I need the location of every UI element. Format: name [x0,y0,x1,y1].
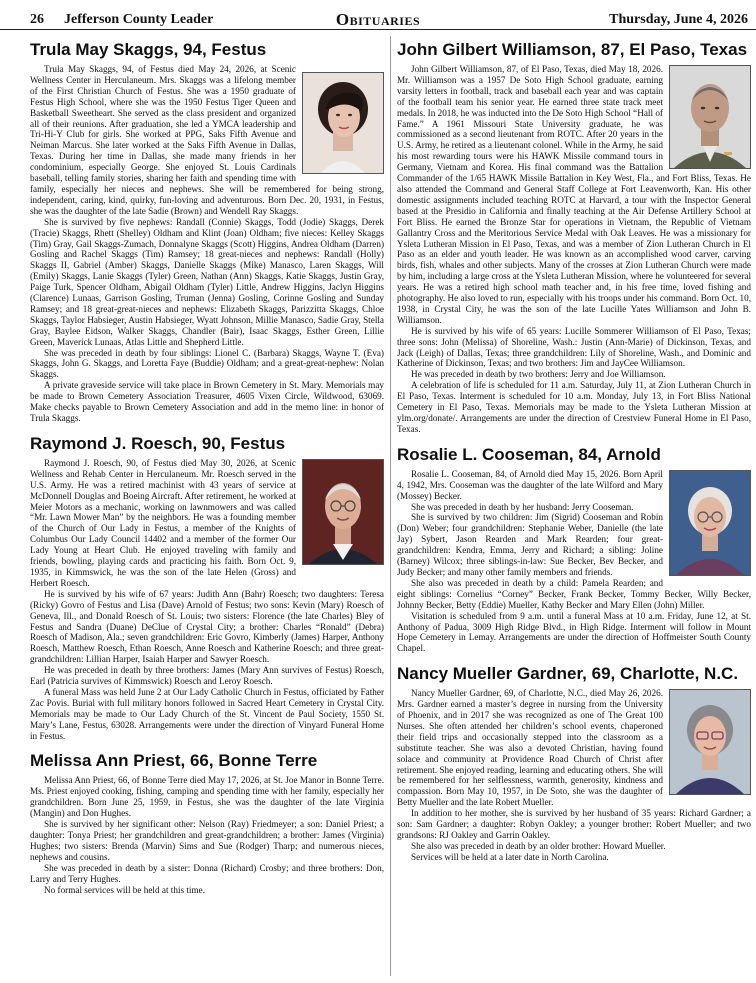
obituary-paragraph: She also was preceded in death by an older brother: Howard Mueller. [411,840,666,851]
obituary-trula-skaggs [30,36,384,424]
obituary-paragraph: No formal services will be held at this time. [44,884,205,895]
column-divider [390,36,391,976]
obituary-melissa-priest [30,747,384,895]
obituary-paragraph: He was preceded in death by three brothers: James (Mary Ann survives of Festus) Roesch, Earl (Patricia survives of Kimmswick) Roesch and Leroy Roesch. [30,665,384,687]
obituary-paragraph: She is survived by two children: Jim (Sigrid) Cooseman and Robin (Don) Weber; four grandchildren: Stephanie Weber, Danielle (the late Jay) Sybert, Jason Rearden and Mark Rearden; four great-grandchildren: Kendra, Emma, Jerry and Richard; a sibling: Joline (Barney) Wilcox; three siblings-in-law: Sue Becker, Bev Becker, and Judy Becker; and many other family members and friends. [397,512,663,577]
obituary-headline: John Gilbert Williamson, 87, El Paso, Texas [397,40,748,59]
woman-glasses-portrait-icon [669,689,751,795]
obituary-nancy-gardner [397,660,751,863]
page-header [0,0,756,30]
obituary-paragraph: He was preceded in death by two brothers: Jerry and Joe Williamson. [411,369,666,380]
woman-portrait-icon [302,72,384,174]
obituary-paragraph: She was preceded in death by four siblings: Lionel C. (Barbara) Skaggs, Wayne T. (Eva) Skaggs, John G. Skaggs, and Loretta Faye (Buddie) Oldham; and a great-great-nephew: Nolan Skaggs. [30,347,384,380]
obituary-paragraph: A celebration of life is scheduled for 11 a.m. Saturday, July 11, at Zion Lutheran Church in El Paso, Texas. Interment is scheduled for 10 a.m. Monday, July 13, in Fort Bliss National Cemetery in El Paso, Texas. Memorials may be made to the Ysleta Lutheran Mission at ylm.org/donate/. Arrangements are under the direction of Crestview Funeral Home in El Paso, Texas. [397,380,751,434]
obituary-paragraph: Rosalie L. Cooseman, 84, of Arnold died May 15, 2026. Born April 4, 1942, Mrs. Cooseman was the daughter of the late Wilford and Mary (Mossey) Becker. [397,468,663,501]
publication-name: Jefferson County Leader [64,12,214,27]
obituary-paragraph: Nancy Mueller Gardner, 69, of Charlotte, N.C., died May 26, 2026. Mrs. Gardner earned a master’s degree in nursing from the University of Phoenix, and in 2017 she was recognized as one of The Great 100 Nurses. She often attended her children’s school events, chaperoned their field trips and occasionally stepped into the classroom as a substitute teacher. She was also a devoted Christian, having found solace and community at Providence Road Church of Christ after retirement. She enjoyed reading, learning and educating others. She will be remembered for her selflessness, warmth, generosity, kindness and compassion. Born May 10, 1957, in De Soto, she was the daughter of Betty Mueller and the late Robert Mueller. [397,688,663,808]
obituary-paragraph: Trula May Skaggs, 94, of Festus died May 24, 2026, at Scenic Wellness Center in Herculaneum. Mrs. Skaggs was a lifelong member of the First Christian Church of Festus. She was a 1950 graduate of Festus High School, where she was the 1950 Festus Tiger Queen and Basketball Sweetheart. She served as the class president and organized all of their reunions. After graduation, she led a YMCA leadership and Tri-Hi-Y Club for girls. She worked at PPG, Saks Fifth Avenue and Neiman Marcus. She later worked at the Saks Fifth Avenue in Dallas, Texas. During her time in Dallas, she made many friends in her condominium, especially George. She enjoyed St. Louis Cardinals baseball, telling family stories, sharing her faith and spending time with family, especially her nieces and nephews. She will be remembered for being strong, independent, caring, kind, quirky, fun-loving and adventurous. Born Dec. 20, 1931, in Festus, she was the daughter of the late Sadie (Brown) and Wendell Ray Skaggs. [30,64,384,216]
issue-date: Thursday, June 4, 2026 [609,12,748,27]
obituary-headline: Raymond J. Roesch, 90, Festus [30,433,286,453]
obituary-headline: Nancy Mueller Gardner, 69, Charlotte, N.C. [397,664,739,684]
obituary-raymond-roesch [30,430,384,742]
obituary-paragraph: Visitation is scheduled from 9 a.m. until a funeral Mass at 10 a.m. Friday, June 12, at St. Anthony of Padua, 3009 High Ridge Blvd., in High Ridge. Interment will follow in Mount Hope Cemetery in Lemay. Arrangements are under the direction of Hoffmeister South County Chapel. [397,610,751,654]
obituary-paragraph: Melissa Ann Priest, 66, of Bonne Terre died May 17, 2026, at St. Joe Manor in Bonne Terre. Ms. Priest enjoyed cooking, fishing, camping and spending time with her family, especially her grandchildren. Born June 25, 1959, in Festus, she was the daughter of the late Virginia (Mangin) and Don Hughes. [30,775,384,819]
obituary-paragraph: He is survived by his wife of 67 years: Judith Ann (Bahr) Roesch; two daughters: Teresa (Ricky) Govro of Festus and Lisa (Dave) Arnold of Festus; two sons: Kevin (Mary) Roesch of Geneva, Ill., and Donald Roesch of St. Louis; two sisters: Florence (the late Charles) Bley of Festus and Sandra (Duane) DeClue of Crystal City; a brother: Charles “Ronald” (Debra) Roesch of Madison, Ala.; seven grandchildren: Eric Govro, Kimberly (James) Harper, Anthony Roesch, Matthew Roesch, Ethan Roesch, Anne Roesch and Katherine Roesch; and three great-grandchildren: Lillian Harper, Isaiah Harper and Sawyer Roesch. [30,588,384,665]
obituary-headline: Rosalie L. Cooseman, 84, Arnold [397,444,661,464]
obituary-paragraph: She was preceded in death by a sister: Donna (Richard) Crosby; and three brothers: Don, Larry and Terry Hughes. [30,862,384,884]
left-column [30,36,384,978]
obituary-paragraph: John Gilbert Williamson, 87, of El Paso, Texas, died May 18, 2026. Mr. Williamson was a 1957 De Soto High School graduate, earning varsity letters in football, track and baseball each year and was captain of the football team his senior year. He earned three state track meet medals. In 2018, he was inducted into the De Soto High School “Hall of Fame.” A 1961 Missouri State University graduate, he was commissioned as a second lieutenant from ROTC. After 20 years in the U.S. Army, he retired as a lieutenant colonel. While in the Army, he said his most rewarding tours were his HAWK Missile command tours in Germany, Vietnam and Korea. His final command was the Battalion Commander of the 1/65 HAWK Missile Battalion in Key West, Fla., and Fort Bliss, Texas. He also attended the Command and General Staff College at Fort Leavenworth, Kan. His other domestic assignments included teaching ROTC at Harvard, a tour with the Inspector General based at the Presidio in California and finally teaching at the Air Defense Artillery School at Fort Bliss. He earned the Bronze Star for operations in Vietnam, the Republic of Vietnam Gallantry Cross and the Meritorious Service Medal with Oak Leaves. He was a missionary for Ysleta Lutheran Mission in El Paso, Texas, and was a member of Zion Lutheran Church in El Paso as an elder and youth leader. He was known as an accomplished wood carver, carving birds, fish, whales and other subjects. Many of the crosses at Zion Lutheran Church were made by him, including a large cross at the Ysleta Lutheran Mission, where he volunteered for several years. He was a retired high school math teacher and, in his free time, loved fishing and photography. He also loved to run, especially with his troops under his command. Born Oct. 10, 1938, in Crystal City, he was the son of the late Lucille Yates Williamson and John B. Williamson. [397,64,751,325]
obituary-john-williamson [397,36,751,435]
obituary-headline: Melissa Ann Priest, 66, Bonne Terre [30,751,318,771]
obituary-paragraph: She also was preceded in death by a child: Pamela Rearden; and eight siblings: Cornelius “Corney” Becker, Frank Becker, Tommy Becker, Willy Becker, Johnny Becker, Betty (Eddie) Mueller, Kathy Becker and Mary Ellen (John) Miller. [397,577,751,610]
right-column [397,36,751,978]
obituary-paragraph: She is survived by her significant other: Nelson (Ray) Friedmeyer; a son: Daniel Priest; a daughter: Tonya Priest; her grandchildren and great-grandchildren; a brother: James (Virginia) Hughes; two sisters: Brenda (Marvin) Sims and Sue (Rodger) Tharp; and numerous nieces, nephews and cousins. [30,819,384,862]
man-uniform-portrait-icon [669,65,751,169]
obituary-paragraph: Raymond J. Roesch, 90, of Festus died May 30, 2026, at Scenic Wellness and Rehab Center in Herculaneum. Mr. Roesch served in the U.S. Army. He was a retired machinist with 43 years of service at McDonnell Douglas and Boeing Aircraft. After retirement, he worked at Meier Motors as a mechanic, working on lawnmowers and was called “Mr. Lawn Mower Man” by the neighbors. He was a founding member of the Church of Our Lady in Festus, a member of the Knights of Columbus Our Lady Council 14402 and a member of the former Our Lady Young at Heart Club. He enjoyed traveling with family and friends, bowling, playing cards and practicing his faith. Born Oct. 9, 1935, in Kimmswick, he was the son of the late Helen (Gross) and Herbert Roesch. [30,457,296,588]
obituary-paragraph: Services will be held at a later date in North Carolina. [411,851,609,862]
obituary-paragraph: He is survived by his wife of 65 years: Lucille Sommerer Williamson of El Paso, Texas; three sons: John (Melissa) of Shoreline, Wash.: Justin (Ann-Marie) of Dickinson, Texas, and Jack (Leigh) of Dallas, Texas; three grandchildren: Lily of Shoreline, Wash., and Dominic and Katherine of Dickinson, Texas; and two brothers: Jim and JayCee Williamson. [397,325,751,369]
man-glasses-portrait-icon [302,459,384,565]
obituary-paragraph: A funeral Mass was held June 2 at Our Lady Catholic Church in Festus, officiated by Father Zac Povis. Burial with full military honors followed in Sacred Heart Cemetery in Crystal City. Memorials may be made to Our Lady Church of the St. Vincent de Paul Society, 1550 St. Mary’s Lane, Festus, 63028. Arrangements were under the direction of Vinyard Funeral Home in Festus. [30,686,384,741]
obituary-paragraph: In addition to her mother, she is survived by her husband of 35 years: Richard Gardner; a son: Sam Gardner; a daughter: Robyn Oakley; a younger brother: Robert Mueller; and two grandsons: RJ Oakley and Garrin Oakley. [397,808,751,840]
obituary-paragraph: She was preceded in death by her husband: Jerry Cooseman. [411,501,634,512]
obituary-rosalie-cooseman [397,441,751,654]
obituary-headline: Trula May Skaggs, 94, Festus [30,40,267,59]
obituary-paragraph: A private graveside service will take place in Brown Cemetery in St. Mary. Memorials may be made to Brown Cemetery Association Treasurer, 4605 Vixen Circle, Wildwood, 63069. Make checks payable to Brown Cemetery Association and add in the memo line: in honor of Trula Skaggs. [30,380,384,423]
woman-glasses-portrait-icon [669,470,751,576]
page-number: 26 [30,12,44,27]
section-title: Obituaries [335,10,421,29]
obituary-paragraph: She is survived by five nephews: Randall (Connie) Skaggs, Todd (Jodie) Skaggs, Derek (Tracie) Skaggs, Rhett (Shelley) Oldham and Klint (Joan) Oldham; five nieces: Kelley Skaggs (Tim) Gray, Gail Skaggs-Zumach, Donnalyne Skaggs (Scott) Higgins, Andrea Oldham (Darren) Gosling and Rachel Skaggs (Tim) Ramsey; 18 great-nieces and nephews: Randall (Holly) Skaggs II, Gabriel (Amber) Skaggs, Danielle Skaggs (Mike) Manasco, Laren Skaggs, Will (Emily) Skaggs, Lanie Skaggs (Tyler) Green, Nathan (Ann) Skaggs, Katie Skaggs, Justin Gray, Paige Turk, Spencer Oldham, Abigail Oldham (Tyler) Little, Andrew Higgins, Jaclyn Higgins (Clarence) Lunaas, Garrison Gosling, Truman (Jenna) Gosling, Corinne Gosling and Sunday Ramsey; and 18 great-great-nieces and nephews: Elizabeth Skaggs, Parizzitta Skaggs, Chloe Skaggs, Taylor Habsieger, Austin Habsieger, Wyatt Johnson, Millie Manasco, Sadie Gray, Stella Gray, Baylee Eidson, Walker Skaggs, Chandler (Bair), Isaac Skaggs, Esther Green, Lillie Green, Maverick Lunaas, Atlas Little and Shepherd Little. [30,216,384,347]
